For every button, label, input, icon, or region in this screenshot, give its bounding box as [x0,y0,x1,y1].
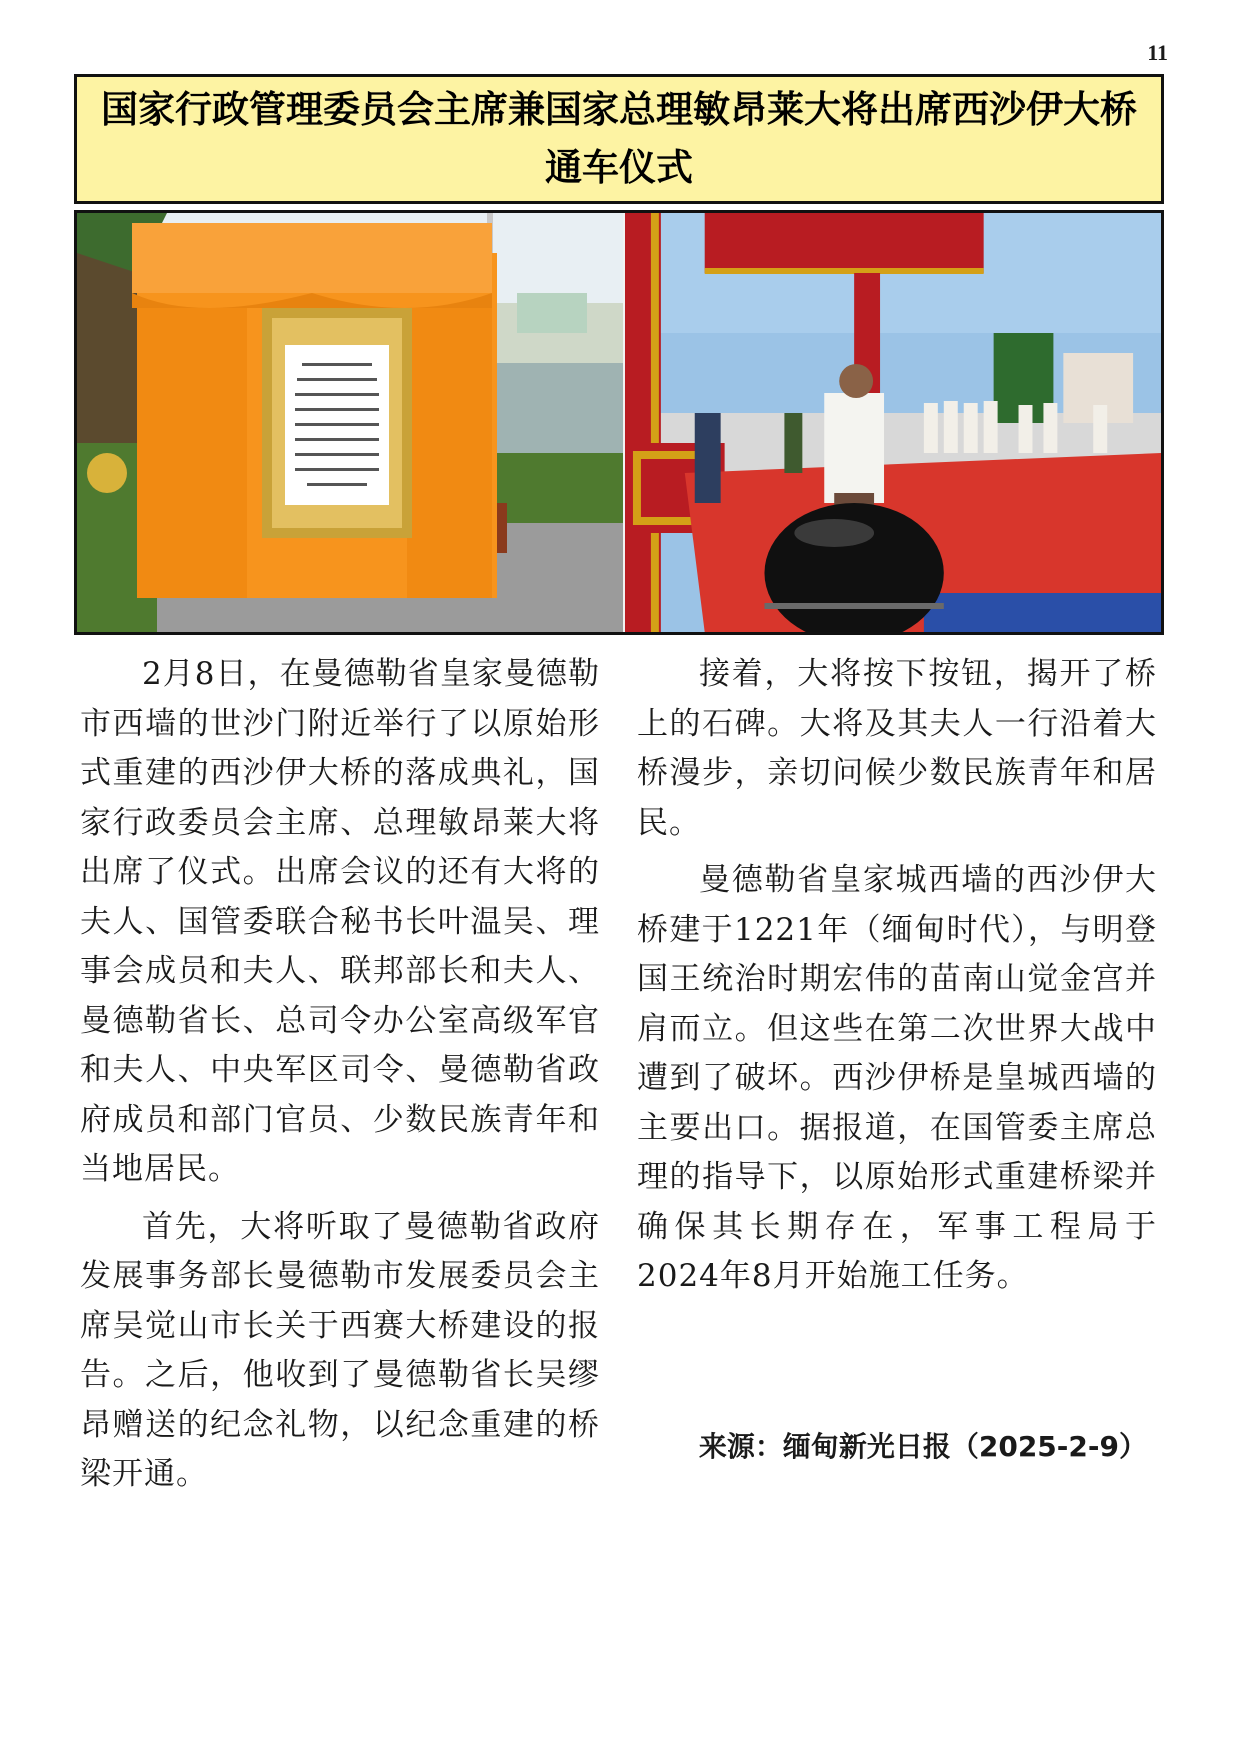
source-citation: 来源：缅甸新光日报（2025-2-9） [698,1430,1147,1463]
paragraph: 接着，大将按下按钮，揭开了桥上的石碑。大将及其夫人一行沿着大桥漫步，亲切问候少数民族青年和居民。 [637,656,1157,841]
covered-memorial-stone-photo [77,213,625,632]
memorial-stone-illustration [77,213,623,632]
paragraph: 2月8日，在曼德勒省皇家曼德勒市西墙的世沙门附近举行了以原始形式重建的西沙伊大桥的落成典礼，国家行政委员会主席、总理敏昂莱大将出席了仪式。出席会议的还有大将的夫人、国管委联合秘书长叶温吴、理事会成员和夫人、联邦部长和夫人、曼德勒省长、总司令办公室高级军官和夫人、中央军区司令、曼德勒省政府成员和部门官员、少数民族青年和当地居民。 [80,656,600,1187]
headline-box [74,74,1164,204]
headline: 国家行政管理委员会主席兼国家总理敏昂莱大将出席西沙伊大桥通车仪式 [101,88,1137,189]
page-number: 11 [1147,40,1168,65]
unveiling-ceremony-illustration [625,213,1161,632]
article-column-right [637,650,1157,1310]
unveiling-button-photo [625,213,1161,632]
paragraph: 曼德勒省皇家城西墙的西沙伊大桥建于1221年（缅甸时代），与明登国王统治时期宏伟的苗南山觉金宫并肩而立。但这些在第二次世界大战中遭到了破坏。西沙伊桥是皇城西墙的主要出口。据报道，在国管委主席总理的指导下，以原始形式重建桥梁并确保其长期存在，军事工程局于2024年8月开始施工任务。 [637,862,1157,1294]
paragraph: 首先，大将听取了曼德勒省政府发展事务部长曼德勒市发展委员会主席吴觉山市长关于西赛大桥建设的报告。之后，他收到了曼德勒省长吴缪昂赠送的纪念礼物，以纪念重建的桥梁开通。 [80,1208,600,1492]
photo-strip [74,210,1164,635]
article-column-left [80,650,600,1508]
